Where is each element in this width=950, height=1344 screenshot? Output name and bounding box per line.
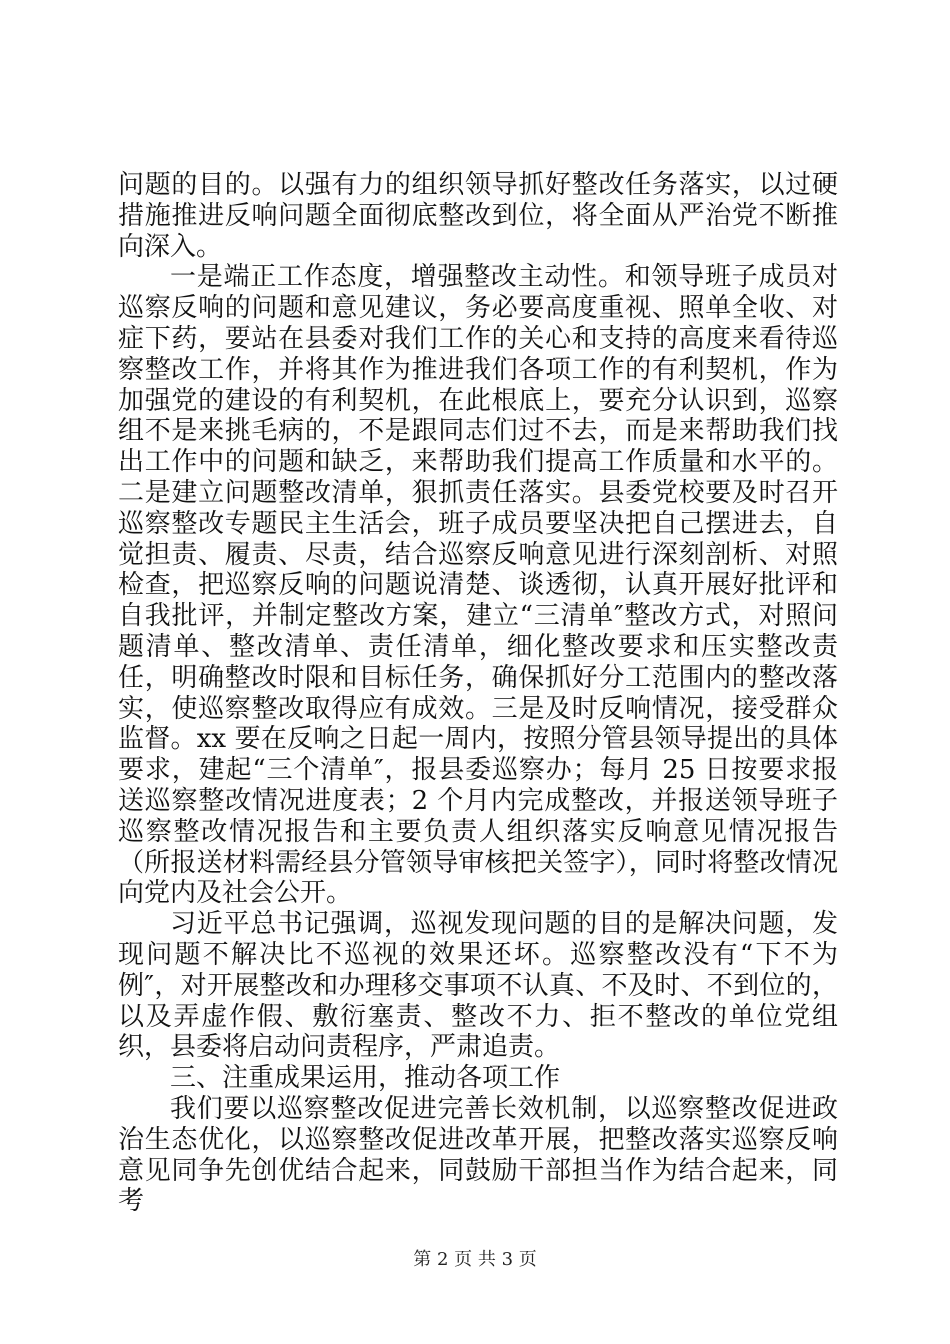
section-heading-3: 三、注重成果运用，推动各项工作: [170, 1063, 561, 1094]
document-body: [118, 170, 838, 1217]
paragraph-results-application: 我们要以巡察整改促进完善长效机制，以巡察整改促进政治生态优化，以巡察整改促进改革开展，把整改落实巡察反响意见同争先创优结合起来，同鼓励干部担当作为结合起来，同考: [118, 1093, 838, 1217]
page-footer: 第 2 页 共 3 页: [413, 1249, 537, 1270]
paragraph-rectification-measures: 一是端正工作态度，增强整改主动性。和领导班子成员对巡察反响的问题和意见建议，务必要高度重视、照单全收、对症下药，要站在县委对我们工作的关心和支持的高度来看待巡察整改工作，并将其作为推进我们各项工作的有利契机，作为加强党的建设的有利契机，在此根底上，要充分认识到，巡察组不是来挑毛病的，不是跟同志们过不去，而是来帮助我们找出工作中的问题和缺乏，来帮助我们提高工作质量和水平的。二是建立问题整改清单，狠抓责任落实。县委党校要及时召开巡察整改专题民主生活会，班子成员要坚决把自己摆进去，自觉担责、履责、尽责，结合巡察反响意见进行深刻剖析、对照检查，把巡察反响的问题说清楚、谈透彻，认真开展好批评和自我批评，并制定整改方案，建立“三清单″整改方式，对照问题清单、整改清单、责任清单，细化整改要求和压实整改责任，明确整改时限和目标任务，确保抓好分工范围内的整改落实，使巡察整改取得应有成效。三是及时反响情况，接受群众监督。xx 要在反响之日起一周内，按照分管县领导提出的具体要求，建起“三个清单″，报县委巡察办；每月 25 日按要求报送巡察整改情况进度表；2 个月内完成整改，并报送领导班子巡察整改情况报告和主要负责人组织落实反响意见情况报告（所报送材料需经县分管领导审核把关签字），同时将整改情况向党内及社会公开。: [118, 262, 838, 909]
paragraph-accountability: 习近平总书记强调，巡视发现问题的目的是解决问题，发现问题不解决比不巡视的效果还坏。巡察整改没有“下不为例″，对开展整改和办理移交事项不认真、不及时、不到位的，以及弄虚作假、敷衍塞责、整改不力、拒不整改的单位党组织，县委将启动问责程序，严肃追责。: [118, 909, 838, 1063]
paragraph-continuation: 问题的目的。以强有力的组织领导抓好整改任务落实，以过硬措施推进反响问题全面彻底整改到位，将全面从严治党不断推向深入。: [118, 170, 838, 262]
